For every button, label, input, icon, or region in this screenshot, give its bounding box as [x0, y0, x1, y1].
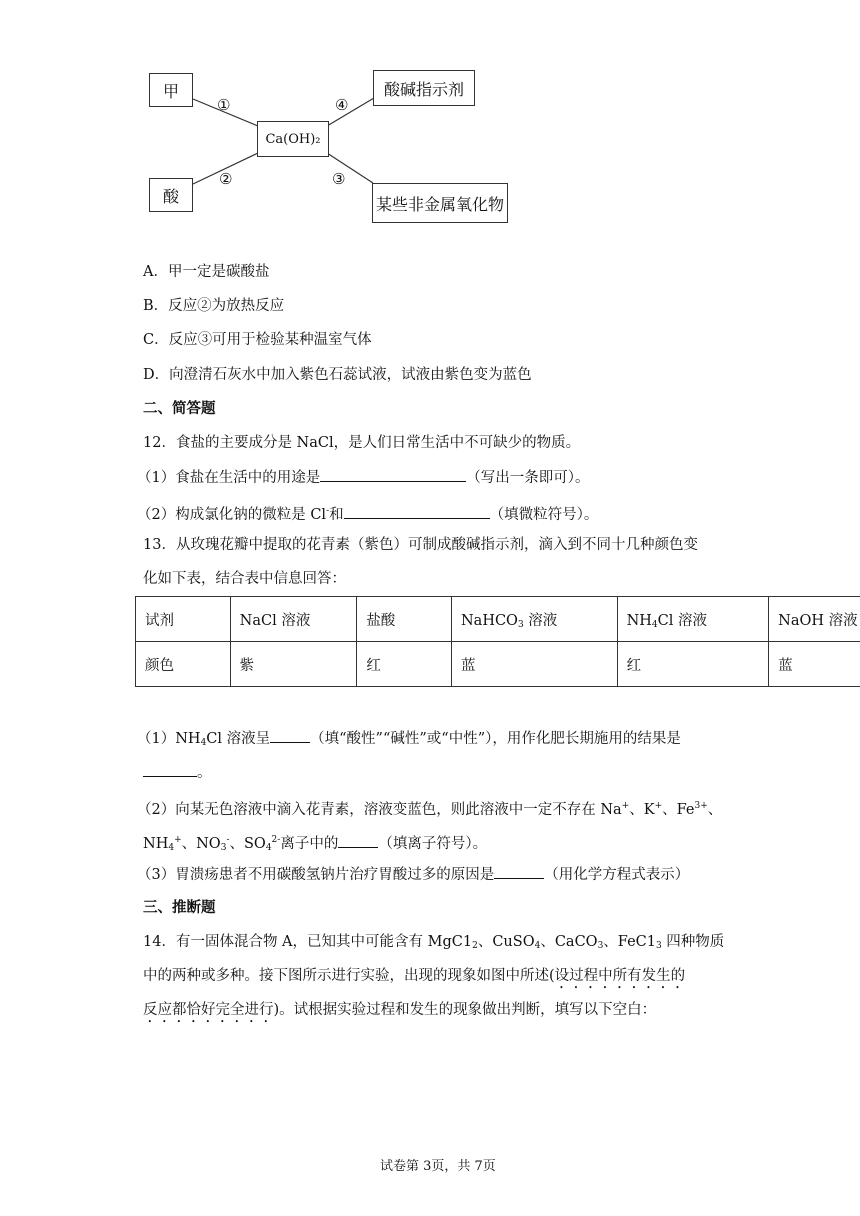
superscript: + — [621, 801, 630, 811]
subscript: 3 — [655, 941, 662, 951]
q13-part1-text: Cl 溶液呈 — [206, 731, 271, 747]
q12-part2-note: （填微粒符号）。 — [489, 507, 599, 523]
q13-part1-text: （1）NH — [137, 731, 201, 747]
q12-part1 — [137, 467, 589, 488]
formula-text: NaHCO — [460, 612, 518, 629]
q12-part2-text: （2）构成氯化钠的微粒是 Cl — [137, 507, 327, 523]
emphasized-text: 反应都恰好完全进行) — [143, 1002, 280, 1018]
reaction-number-3: ③ — [332, 170, 346, 188]
section-3-heading: 三、推断题 — [143, 899, 216, 916]
q13-part2-text: （2）向某无色溶液中滴入花青素，溶液变蓝色，则此溶液中一定不存在 Na — [137, 802, 622, 818]
q13-stem-line1: 13．从玫瑰花瓣中提取的花青素（紫色）可制成酸碱指示剂，滴入到不同十几种颜色变 — [143, 537, 698, 553]
q14-text: 、CaCO — [540, 934, 598, 950]
superscript: - — [326, 506, 330, 516]
subscript: 4 — [265, 843, 272, 853]
q14-text: 。试根据实验过程和发生的现象做出判断，填写以下空白： — [279, 1002, 657, 1018]
table-cell: 蓝 — [769, 642, 860, 687]
indicator-box — [373, 70, 475, 106]
ion-text: 、NO — [181, 836, 221, 852]
indicator-color-table — [135, 596, 860, 687]
formula-text: 溶液 — [523, 612, 558, 629]
ion-text: NH — [143, 836, 169, 852]
answer-blank[interactable] — [338, 833, 378, 848]
superscript: 3+ — [694, 801, 708, 811]
q13-part2-text: 、K — [629, 802, 655, 818]
option-a: A．甲一定是碳酸盐 — [143, 264, 270, 280]
table-row — [136, 642, 860, 687]
period: 。 — [197, 765, 212, 781]
subscript: 3 — [517, 619, 524, 630]
superscript: 2- — [271, 835, 281, 845]
q14-line2 — [143, 966, 685, 992]
superscript: + — [654, 801, 663, 811]
q13-part2-cont — [143, 830, 487, 858]
q14-text: 、CuSO — [477, 934, 535, 950]
q13-part1 — [137, 728, 681, 753]
jia-label: 甲 — [162, 81, 179, 101]
q14-line1 — [143, 932, 724, 956]
table-cell — [617, 597, 769, 642]
subscript: 4 — [200, 738, 207, 748]
option-d: D．向澄清石灰水中加入紫色石蕊试液，试液由紫色变为蓝色 — [143, 367, 532, 383]
ion-text: 、SO — [229, 836, 266, 852]
table-cell — [451, 597, 617, 642]
subscript: 3 — [597, 941, 604, 951]
q13-part2-text: 、Fe — [662, 802, 695, 818]
q13-part3-note: （用化学方程式表示） — [544, 867, 690, 883]
table-cell: NaCl 溶液 — [230, 597, 357, 642]
q13-part1-note: （填“酸性”“碱性”或“中性”），用作化肥长期施用的结果是 — [310, 731, 681, 747]
q13-part2 — [137, 796, 722, 820]
acid-box — [149, 178, 193, 212]
answer-blank[interactable] — [270, 728, 310, 743]
q13-part3-text: （3）胃溃疡患者不用碳酸氢钠片治疗胃酸过多的原因是 — [137, 867, 495, 883]
table-cell: 试剂 — [136, 597, 231, 642]
reaction-number-2: ② — [219, 170, 233, 188]
q13-part2-note: （填离子符号）。 — [378, 836, 488, 852]
table-cell: NaOH 溶液 — [769, 597, 860, 642]
q13-part3 — [137, 864, 689, 885]
reaction-number-1: ① — [217, 96, 231, 114]
jia-box — [149, 73, 193, 107]
center-label: Ca(OH)₂ — [265, 131, 321, 147]
acid-label: 酸 — [162, 186, 179, 206]
answer-blank[interactable] — [320, 467, 466, 482]
answer-blank[interactable] — [344, 504, 490, 519]
q14-text: 14．有一固体混合物 A，已知其中可能含有 MgC1 — [143, 934, 473, 950]
table-cell: 红 — [617, 642, 769, 687]
subscript: 4 — [168, 843, 175, 853]
subscript: 4 — [534, 941, 541, 951]
table-cell: 红 — [357, 642, 452, 687]
option-b: B．反应②为放热反应 — [143, 298, 285, 314]
page-footer: 试卷第 3页，共 7页 — [380, 1159, 496, 1174]
calcium-hydroxide-box — [257, 121, 329, 157]
q13-part2-text: 、 — [707, 802, 723, 818]
q13-part1-cont — [143, 762, 212, 783]
table-cell: 盐酸 — [357, 597, 452, 642]
superscript: + — [174, 835, 182, 845]
formula-text: Cl 溶液 — [657, 612, 707, 629]
table-cell: 紫 — [230, 642, 357, 687]
q14-text: 四种物质 — [661, 934, 725, 950]
option-c: C．反应③可用于检验某种温室气体 — [143, 332, 372, 348]
section-2-heading: 二、简答题 — [143, 400, 216, 417]
q13-part2-text: 离子中的 — [280, 836, 339, 852]
table-cell: 颜色 — [136, 642, 231, 687]
q14-text: 、FeC1 — [603, 934, 656, 950]
reaction-number-4: ④ — [335, 96, 349, 114]
q12-part1-note: （写出一条即可）。 — [466, 470, 590, 486]
nonmetal-oxide-box — [372, 183, 508, 223]
subscript: 3 — [220, 843, 227, 853]
emphasized-text: (设过程中所有发生的 — [549, 968, 686, 984]
oxide-label: 某些非金属氧化物 — [375, 194, 504, 214]
answer-blank[interactable] — [143, 762, 197, 777]
q12-part2 — [137, 501, 598, 525]
q14-text: 中的两种或多种。接下图所示进行实验，出现的现象如图中所述 — [143, 968, 549, 984]
q12-part2-and: 和 — [329, 507, 344, 523]
table-row — [136, 597, 860, 642]
subscript: 4 — [651, 619, 658, 630]
subscript: 2 — [472, 941, 478, 951]
q14-line3 — [143, 1000, 656, 1026]
q12-stem: 12．食盐的主要成分是 NaCl，是人们日常生活中不可缺少的物质。 — [143, 435, 581, 451]
q12-part1-text: （1）食盐在生活中的用途是 — [137, 470, 321, 486]
indicator-label: 酸碱指示剂 — [383, 79, 464, 99]
q13-stem-line2: 化如下表，结合表中信息回答： — [143, 571, 346, 587]
formula-text: NH — [626, 612, 652, 629]
superscript: - — [226, 835, 230, 845]
table-cell: 蓝 — [451, 642, 617, 687]
answer-blank[interactable] — [494, 864, 544, 879]
